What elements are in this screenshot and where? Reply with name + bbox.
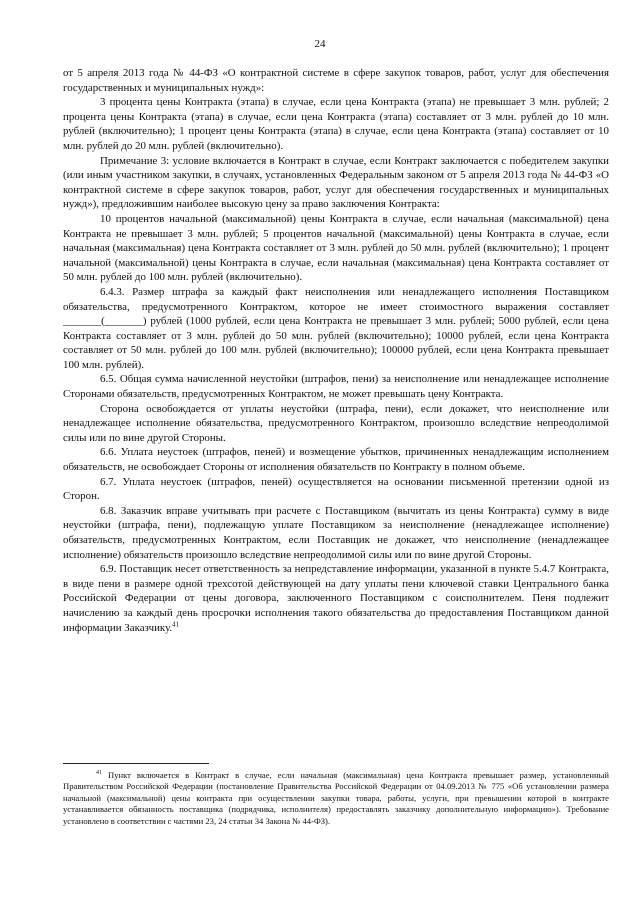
footnote xyxy=(63,770,609,827)
footnote-reference[interactable]: 41 xyxy=(172,619,180,628)
paragraph: от 5 апреля 2013 года № 44-ФЗ «О контрактной системе в сфере закупок товаров, работ, услуг для обеспечения государственных и муниципальных нужд»: xyxy=(63,67,609,94)
paragraph: 6.6. Уплата неустоек (штрафов, пеней) и возмещение убытков, причиненных ненадлежащим исполнением обязательств, не освобождает Стороны от исполнения обязательств по Контракту в полном объеме. xyxy=(63,446,609,474)
footnote-separator xyxy=(63,763,209,764)
paragraph: Примечание 3: условие включается в Контракт в случае, если Контракт заключается с победителем закупки (или иным участником закупки, в случаях, установленных Федеральным законом от 5 апреля 2013 года № 44-ФЗ «О контрактной системе в сфере закупок товаров, работ, услуг для обеспечения государственных и муниципальных нужд»), предложившим наиболее высокую цену за право заключения Контракта: xyxy=(63,154,609,211)
paragraph: 6.5. Общая сумма начисленной неустойки (штрафов, пени) за неисполнение или ненадлежащее исполнение Сторонами обязательств, предусмотренных Контрактом, не может превышать цену Контракта. xyxy=(63,373,609,401)
paragraph: 6.9. Поставщик несет ответственность за непредставление информации, указанной в пункте 5.4.7 Контракта, в виде пени в размере одной трехсотой действующей на дату уплаты пени ключевой ставки Центрального банка Российской Федерации от цены договора, заключенного Поставщиком с соисполнителем. Пеня подлежит начислению за каждый день просрочки исполнения такого обязательства до предоставления Поставщиком данной информации Заказчику.$^{41}$ xyxy=(63,563,609,634)
paragraph: 10 процентов начальной (максимальной) цены Контракта в случае, если начальная (максимальной) цена Контракта не превышает 3 млн. рублей; 5 процентов начальной (максимальной) цены Контракта в случае, если начальная (максимальная) цена Контракта составляет от 3 млн. рублей до 50 млн. рублей (включительно); 1 процент начальной (максимальной) цены Контракта в случае, если начальная (максимальная) цена Контракта составляет от 50 млн. рублей до 100 млн. рублей (включительно). xyxy=(63,212,609,284)
paragraph: 6.7. Уплата неустоек (штрафов, пеней) осуществляется на основании письменной претензии одной из Сторон. xyxy=(63,475,609,503)
body-text xyxy=(63,66,609,635)
paragraph: 3 процента цены Контракта (этапа) в случае, если цена Контракта (этапа) не превышает 3 млн. рублей; 2 процента цены Контракта (этапа) в случае, если цена Контракта (этапа) составляет от 3 млн. рублей до 10 млн. рублей (включительно); 1 процент цены Контракта (этапа) в случае, если цена Контракта (этапа) составляет от 10 млн. рублей до 20 млн. рублей (включительно). xyxy=(63,96,609,152)
footnote-mark: 41 xyxy=(96,770,102,777)
page-number: 24 xyxy=(314,38,326,50)
paragraph: 6.8. Заказчик вправе учитывать при расчете с Поставщиком (вычитать из цены Контракта) сумму в виде неустойки (штрафа, пени), подлежащую уплате Поставщиком за неисполнение (ненадлежащее исполнение) обязательств, предусмотренных Контрактом, если Поставщик не докажет, что неисполнение (ненадлежащее исполнение) обязательств произошло вследствие непреодолимой силы или по вине другой Стороны. xyxy=(63,504,609,561)
paragraph: Сторона освобождается от уплаты неустойки (штрафа, пени), если докажет, что неисполнение или ненадлежащее исполнение обязательства, предусмотренного Контрактом, произошло вследствие непреодолимой силы или по вине другой Стороны. xyxy=(63,402,609,444)
footnote-text: Пункт включается в Контракт в случае, если начальная (максимальная) цена Контракта превышает размер, установленный Правительством Российской Федерации (постановление Правительства Российской Федерации от 04.09.2013 № 775 «Об установлении размера начальной (максимальной) цены контракта при осуществлении закупки товара, работы, услуги, при превышении которой в контракте устанавливается обязанность поставщика (подрядчика, исполнителя) предоставлять заказчику дополнительную информацию»). Требование установлено в соответствии с частями 23, 24 статьи 34 Закона № 44-ФЗ). xyxy=(63,770,609,826)
paragraph: 6.4.3. Размер штрафа за каждый факт неисполнения или ненадлежащего исполнения Поставщиком обязательства, предусмотренного Контрактом, которое не имеет стоимостного выражения составляет _______(_______) рублей (1000 рублей, если цена Контракта не превышает 3 млн. рублей; 5000 рублей, если цена Контракта составляет от 3 млн. рублей до 50 млн. рублей (включительно); 10000 рублей, если цена Контракта составляет от 50 млн. рублей до 100 млн. рублей (включительно); 100000 рублей, если цена Контракта превышает 100 млн. рублей). xyxy=(63,285,609,371)
